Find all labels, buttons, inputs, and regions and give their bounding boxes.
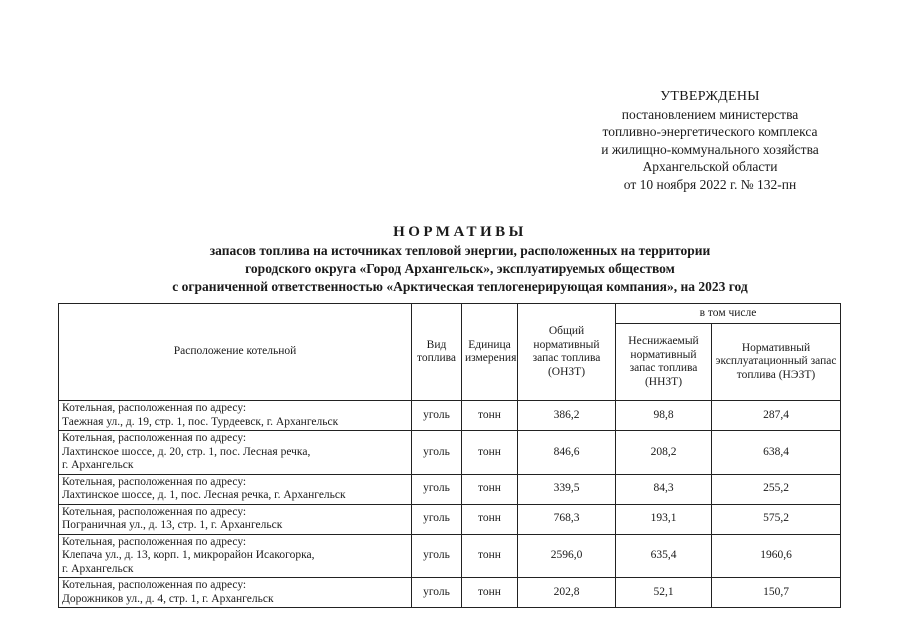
location-line: Котельная, расположенная по адресу: — [62, 432, 247, 444]
location-line: Лахтинское шоссе, д. 20, стр. 1, пос. Лесная речка, — [62, 445, 311, 458]
location-line: г. Архангельск — [62, 459, 134, 471]
operational-cell: 150,7 — [712, 578, 841, 608]
header-location: Расположение котельной — [59, 304, 412, 401]
total-cell: 846,6 — [518, 431, 616, 475]
table-row — [59, 401, 841, 431]
table-row — [59, 578, 841, 608]
unit-cell: тонн — [462, 401, 518, 431]
document-subtitle-line: запасов топлива на источниках тепловой энергии, расположенных на территории — [209, 243, 711, 258]
irreducible-cell: 208,2 — [616, 431, 712, 475]
irreducible-cell: 52,1 — [616, 578, 712, 608]
location-line: Котельная, расположенная по адресу: — [62, 579, 247, 591]
location-cell — [59, 578, 412, 608]
location-line: Пограничная ул., д. 13, стр. 1, г. Архангельск — [62, 519, 283, 531]
document-subtitle-line: городского округа «Город Архангельск», эксплуатируемых обществом — [245, 261, 675, 276]
header-total-reserve: Общий нормативный запас топлива (ОНЗТ) — [518, 304, 616, 401]
unit-cell: тонн — [462, 431, 518, 475]
location-line: Лахтинское шоссе, д. 1, пос. Лесная речка, г. Архангельск — [62, 489, 346, 501]
total-cell: 339,5 — [518, 474, 616, 504]
location-line: Клепача ул., д. 13, корп. 1, микрорайон Исакогорка, — [62, 549, 315, 561]
location-line: Котельная, расположенная по адресу: — [62, 505, 247, 518]
table-row — [59, 431, 841, 475]
table-row — [59, 504, 841, 534]
operational-cell: 575,2 — [712, 504, 841, 534]
irreducible-cell: 84,3 — [616, 474, 712, 504]
approval-heading: УТВЕРЖДЕНЫ — [660, 89, 760, 104]
approval-line: постановлением министерства — [621, 106, 799, 122]
unit-cell: тонн — [462, 474, 518, 504]
location-cell — [59, 534, 412, 578]
fuel-cell: уголь — [412, 431, 462, 475]
location-cell — [59, 431, 412, 475]
fuel-cell: уголь — [412, 504, 462, 534]
approval-line: Архангельской области — [642, 159, 778, 174]
fuel-norms-table — [58, 303, 841, 608]
header-unit: Единица измерения — [462, 304, 518, 401]
location-line: Котельная, расположенная по адресу: — [62, 535, 247, 548]
header-irreducible-reserve: Неснижаемый нормативный запас топлива (ННЗТ) — [616, 324, 712, 401]
operational-cell: 255,2 — [712, 474, 841, 504]
header-operational-reserve: Нормативный эксплуатационный запас топлива (НЭЗТ) — [712, 324, 841, 401]
location-cell — [59, 474, 412, 504]
location-line: г. Архангельск — [62, 562, 134, 575]
location-line: Таежная ул., д. 19, стр. 1, пос. Турдеевск, г. Архангельск — [62, 415, 339, 428]
unit-cell: тонн — [462, 504, 518, 534]
location-line: Дорожников ул., д. 4, стр. 1, г. Архангельск — [62, 592, 274, 605]
location-cell — [59, 504, 412, 534]
total-cell: 768,3 — [518, 504, 616, 534]
total-cell: 2596,0 — [518, 534, 616, 578]
unit-cell: тонн — [462, 534, 518, 578]
total-cell: 202,8 — [518, 578, 616, 608]
table-row — [59, 534, 841, 578]
approval-line: и жилищно-коммунального хозяйства — [601, 141, 819, 157]
fuel-cell: уголь — [412, 474, 462, 504]
header-fuel-type: Вид топлива — [412, 304, 462, 401]
document-title: НОРМАТИВЫ — [393, 224, 527, 240]
irreducible-cell: 98,8 — [616, 401, 712, 431]
irreducible-cell: 193,1 — [616, 504, 712, 534]
location-cell — [59, 401, 412, 431]
unit-cell: тонн — [462, 578, 518, 608]
approval-stamp — [560, 88, 860, 193]
operational-cell: 638,4 — [712, 431, 841, 475]
fuel-cell: уголь — [412, 534, 462, 578]
table-row — [59, 474, 841, 504]
location-line: Котельная, расположенная по адресу: — [62, 475, 247, 488]
document-title-block — [80, 222, 840, 296]
fuel-cell: уголь — [412, 401, 462, 431]
fuel-cell: уголь — [412, 578, 462, 608]
operational-cell: 1960,6 — [712, 534, 841, 578]
approval-line: топливно-энергетического комплекса — [602, 124, 818, 139]
document-subtitle-line: с ограниченной ответственностью «Арктическая теплогенерирующая компания», на 2023 год — [172, 279, 748, 294]
total-cell: 386,2 — [518, 401, 616, 431]
irreducible-cell: 635,4 — [616, 534, 712, 578]
location-line: Котельная, расположенная по адресу: — [62, 402, 247, 414]
header-including: в том числе — [616, 304, 841, 324]
approval-date-number: от 10 ноября 2022 г. № 132-пн — [623, 176, 797, 192]
operational-cell: 287,4 — [712, 401, 841, 431]
